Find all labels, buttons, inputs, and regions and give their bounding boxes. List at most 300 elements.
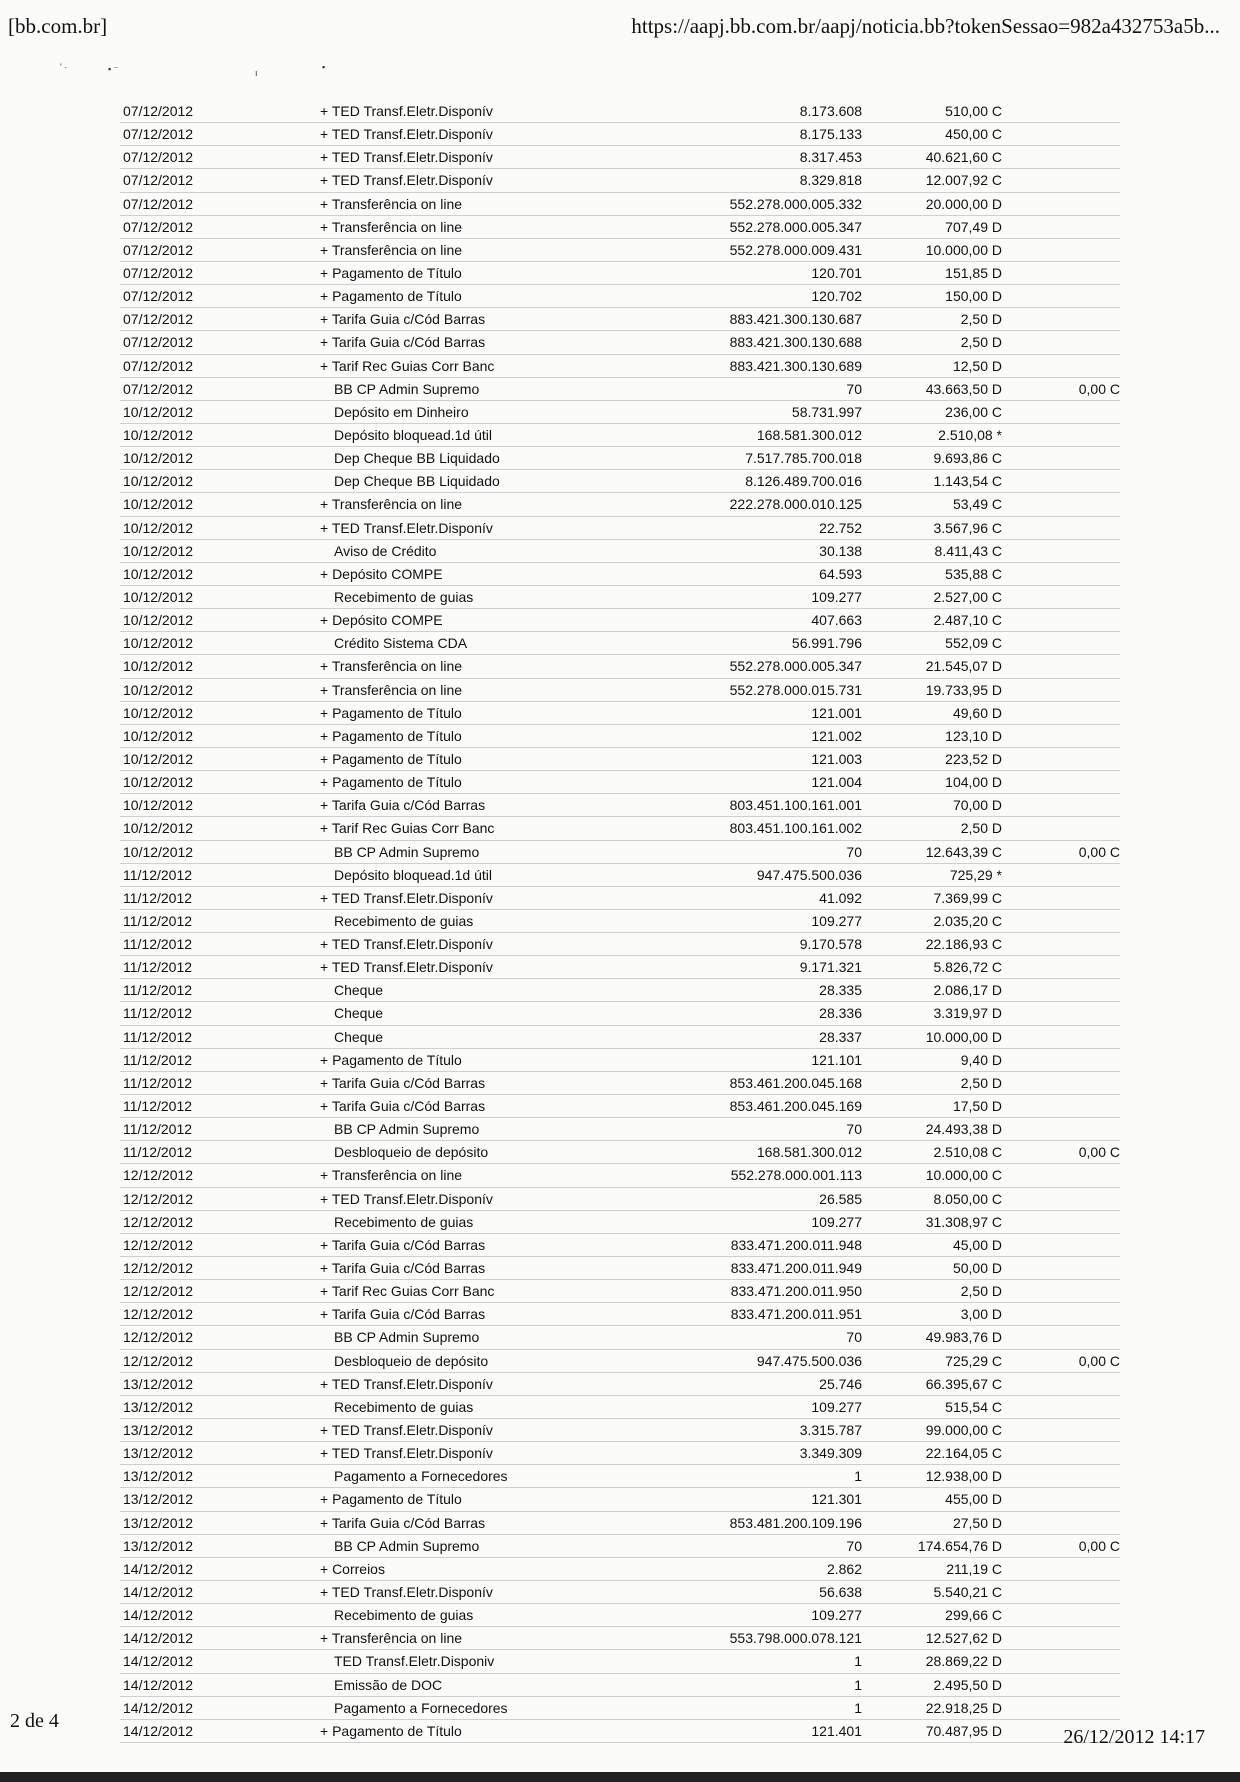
row-value: 2,50 D <box>960 1074 1002 1091</box>
row-description: + Pagamento de Título <box>320 1491 462 1508</box>
statement-row <box>120 540 1120 563</box>
row-date: 07/12/2012 <box>123 288 194 305</box>
statement-row <box>120 1558 1120 1581</box>
statement-row <box>120 632 1120 655</box>
statement-row <box>120 956 1120 979</box>
row-document: 8.175.133 <box>799 126 862 143</box>
statement-row <box>120 1697 1120 1720</box>
row-date: 12/12/2012 <box>123 1283 194 1300</box>
row-description: + Transferência on line <box>320 681 463 698</box>
statement-row <box>120 563 1120 586</box>
row-value: 707,49 D <box>945 218 1002 235</box>
row-description: TED Transf.Eletr.Disponiv <box>334 1653 495 1670</box>
row-value: 3,00 D <box>960 1306 1002 1323</box>
row-value: 27,50 D <box>952 1514 1002 1531</box>
row-description: + Pagamento de Título <box>320 1051 462 1068</box>
row-document: 121.301 <box>811 1491 862 1508</box>
statement-row <box>120 841 1120 864</box>
row-date: 11/12/2012 <box>123 1144 193 1161</box>
row-document: 120.702 <box>811 288 862 305</box>
statement-row <box>120 1095 1120 1118</box>
row-document: 833.471.200.011.950 <box>730 1283 862 1300</box>
row-document: 833.471.200.011.949 <box>730 1260 862 1277</box>
row-value: 40.621,60 C <box>925 149 1002 166</box>
row-date: 07/12/2012 <box>123 334 194 351</box>
row-date: 10/12/2012 <box>123 496 194 513</box>
row-document: 109.277 <box>811 1398 862 1415</box>
row-document: 552.278.000.005.332 <box>729 195 862 212</box>
row-description: + TED Transf.Eletr.Disponív <box>320 1422 493 1439</box>
statement-row <box>120 493 1120 516</box>
row-document: 407.663 <box>811 612 862 629</box>
row-value: 2,50 D <box>960 334 1002 351</box>
statement-row <box>120 1627 1120 1650</box>
row-description: + Transferência on line <box>320 496 463 513</box>
row-value: 510,00 C <box>945 103 1002 119</box>
row-document: 56.991.796 <box>791 635 862 652</box>
row-document: 109.277 <box>811 1607 862 1624</box>
row-date: 11/12/2012 <box>123 912 193 929</box>
row-value: 43.663,50 D <box>925 380 1002 397</box>
row-date: 10/12/2012 <box>123 612 194 629</box>
row-value: 5.540,21 C <box>933 1584 1002 1600</box>
row-description: + Tarifa Guia c/Cód Barras <box>320 1306 486 1323</box>
row-date: 11/12/2012 <box>123 1005 193 1022</box>
row-date: 11/12/2012 <box>123 1121 193 1138</box>
row-description: + Tarif Rec Guias Corr Banc <box>320 820 495 837</box>
row-document: 70 <box>846 1121 862 1138</box>
row-document: 8.173.608 <box>799 103 862 119</box>
statement-row <box>120 146 1120 169</box>
row-date: 07/12/2012 <box>123 264 194 281</box>
row-value: 150,00 D <box>945 288 1002 305</box>
row-description: + Tarif Rec Guias Corr Banc <box>320 357 495 374</box>
statement-row <box>120 308 1120 331</box>
row-document: 121.003 <box>811 750 862 767</box>
statement-row <box>120 933 1120 956</box>
statement-row <box>120 655 1120 678</box>
row-date: 14/12/2012 <box>123 1584 194 1600</box>
row-balance: 0,00 C <box>1078 1352 1120 1369</box>
row-description: + Pagamento de Título <box>320 264 462 281</box>
row-date: 10/12/2012 <box>123 797 194 814</box>
row-document: 853.481.200.109.196 <box>729 1514 862 1531</box>
row-description: BB CP Admin Supremo <box>334 1121 480 1138</box>
row-description: Pagamento a Fornecedores <box>334 1699 508 1716</box>
row-document: 41.092 <box>819 889 862 906</box>
row-date: 10/12/2012 <box>123 403 194 420</box>
row-value: 10.000,00 D <box>925 1028 1002 1045</box>
row-value: 9,40 D <box>960 1051 1002 1068</box>
row-document: 803.451.100.161.001 <box>729 797 862 814</box>
row-value: 455,00 D <box>945 1491 1002 1508</box>
row-document: 64.593 <box>819 565 862 582</box>
row-date: 07/12/2012 <box>123 103 194 119</box>
row-date: 11/12/2012 <box>123 982 193 999</box>
statement-row <box>120 1002 1120 1025</box>
row-description: + TED Transf.Eletr.Disponív <box>320 959 493 976</box>
row-date: 12/12/2012 <box>123 1190 194 1207</box>
row-date: 11/12/2012 <box>123 866 193 883</box>
statement-row <box>120 771 1120 794</box>
statement-row <box>120 1280 1120 1303</box>
row-value: 50,00 D <box>952 1260 1002 1277</box>
row-document: 26.585 <box>819 1190 862 1207</box>
row-document: 8.126.489.700.016 <box>745 473 862 490</box>
row-document: 56.638 <box>819 1584 862 1600</box>
row-description: + Transferência on line <box>320 218 463 235</box>
row-description: Recebimento de guias <box>334 588 474 605</box>
row-description: Dep Cheque BB Liquidado <box>334 450 500 467</box>
row-description: + TED Transf.Eletr.Disponív <box>320 1584 493 1600</box>
row-date: 11/12/2012 <box>123 1028 193 1045</box>
row-document: 70 <box>846 1537 862 1554</box>
row-value: 104,00 D <box>945 774 1002 791</box>
statement-row <box>120 100 1120 123</box>
row-document: 833.471.200.011.951 <box>730 1306 862 1323</box>
row-document: 552.278.000.009.431 <box>729 241 862 258</box>
row-value: 223,52 D <box>945 750 1002 767</box>
row-value: 123,10 D <box>945 727 1002 744</box>
statement-row <box>120 123 1120 146</box>
row-description: Cheque <box>334 1005 384 1022</box>
row-description: Cheque <box>334 982 384 999</box>
row-description: Recebimento de guias <box>334 1213 474 1230</box>
statement-row <box>120 1211 1120 1234</box>
row-description: + TED Transf.Eletr.Disponív <box>320 1190 493 1207</box>
statement-row <box>120 817 1120 840</box>
statement-row <box>120 887 1120 910</box>
row-value: 12.527,62 D <box>925 1630 1002 1647</box>
statement-row <box>120 1604 1120 1627</box>
row-date: 07/12/2012 <box>123 380 194 397</box>
row-date: 13/12/2012 <box>123 1514 194 1531</box>
row-value: 31.308,97 C <box>925 1213 1002 1230</box>
row-balance: 0,00 C <box>1078 1537 1120 1554</box>
row-date: 12/12/2012 <box>123 1329 194 1346</box>
row-value: 1.143,54 C <box>933 473 1002 490</box>
row-description: + TED Transf.Eletr.Disponív <box>320 126 493 143</box>
statement-row <box>120 702 1120 725</box>
row-value: 2.035,20 C <box>933 912 1002 929</box>
row-description: BB CP Admin Supremo <box>334 380 480 397</box>
row-description: + Depósito COMPE <box>320 565 443 582</box>
row-date: 13/12/2012 <box>123 1375 194 1392</box>
row-document: 883.421.300.130.688 <box>729 334 862 351</box>
statement-row <box>120 979 1120 1002</box>
row-value: 236,00 C <box>945 403 1002 420</box>
site-label: [bb.com.br] <box>8 14 108 38</box>
row-description: Recebimento de guias <box>334 1607 474 1624</box>
row-description: Pagamento a Fornecedores <box>334 1468 508 1485</box>
row-document: 947.475.500.036 <box>756 866 862 883</box>
row-document: 853.461.200.045.168 <box>729 1074 862 1091</box>
row-document: 120.701 <box>811 264 862 281</box>
row-value: 151,85 D <box>945 264 1002 281</box>
statement-row <box>120 1373 1120 1396</box>
statement-row <box>120 1257 1120 1280</box>
row-value: 515,54 C <box>945 1398 1002 1415</box>
row-document: 121.401 <box>811 1722 862 1739</box>
row-date: 10/12/2012 <box>123 635 194 652</box>
row-document: 30.138 <box>819 542 862 559</box>
row-value: 22.918,25 D <box>925 1699 1002 1716</box>
statement-row <box>120 262 1120 285</box>
row-value: 2,50 D <box>960 1283 1002 1300</box>
row-description: BB CP Admin Supremo <box>334 843 480 860</box>
row-date: 13/12/2012 <box>123 1398 194 1415</box>
row-description: Depósito em Dinheiro <box>334 403 469 420</box>
row-document: 28.335 <box>819 982 862 999</box>
row-date: 14/12/2012 <box>123 1560 194 1577</box>
row-value: 21.545,07 D <box>925 658 1002 675</box>
row-document: 70 <box>846 380 862 397</box>
row-value: 12.643,39 C <box>925 843 1002 860</box>
row-document: 552.278.000.015.731 <box>729 681 862 698</box>
statement-row <box>120 216 1120 239</box>
row-date: 10/12/2012 <box>123 727 194 744</box>
row-date: 12/12/2012 <box>123 1352 194 1369</box>
row-document: 1 <box>854 1468 862 1485</box>
row-document: 9.170.578 <box>799 936 862 953</box>
row-description: BB CP Admin Supremo <box>334 1537 480 1554</box>
row-description: + TED Transf.Eletr.Disponív <box>320 1375 493 1392</box>
row-description: + TED Transf.Eletr.Disponív <box>320 519 493 536</box>
row-document: 552.278.000.001.113 <box>730 1167 862 1184</box>
row-date: 07/12/2012 <box>123 126 194 143</box>
row-date: 10/12/2012 <box>123 519 194 536</box>
statement-row <box>120 470 1120 493</box>
statement-row <box>120 679 1120 702</box>
row-document: 58.731.997 <box>791 403 862 420</box>
statement-row <box>120 401 1120 424</box>
row-description: + Pagamento de Título <box>320 750 462 767</box>
row-description: + Tarifa Guia c/Cód Barras <box>320 334 486 351</box>
statement-row <box>120 193 1120 216</box>
statement-row <box>120 355 1120 378</box>
row-date: 12/12/2012 <box>123 1260 194 1277</box>
row-date: 13/12/2012 <box>123 1537 194 1554</box>
row-value: 22.164,05 C <box>925 1445 1002 1462</box>
row-date: 11/12/2012 <box>123 1051 193 1068</box>
page-url: https://aapj.bb.com.br/aapj/noticia.bb?tokenSessao=982a432753a5b... <box>631 14 1220 38</box>
row-document: 2.862 <box>826 1560 862 1577</box>
row-value: 49,60 D <box>952 704 1002 721</box>
row-value: 8.411,43 C <box>934 542 1002 559</box>
statement-row <box>120 586 1120 609</box>
row-description: + Pagamento de Título <box>320 288 462 305</box>
row-value: 2.527,00 C <box>933 588 1002 605</box>
row-description: Desbloqueio de depósito <box>334 1352 489 1369</box>
row-balance: 0,00 C <box>1078 843 1120 860</box>
statement-row <box>120 1488 1120 1511</box>
row-description: + TED Transf.Eletr.Disponív <box>320 889 493 906</box>
row-value: 552,09 C <box>945 635 1002 652</box>
row-document: 25.746 <box>819 1375 862 1392</box>
row-description: Aviso de Crédito <box>334 542 437 559</box>
statement-row <box>120 1188 1120 1211</box>
row-value: 2.510,08 C <box>933 1144 1002 1161</box>
statement-row <box>120 1234 1120 1257</box>
row-description: + Pagamento de Título <box>320 727 462 744</box>
row-document: 121.004 <box>811 774 862 791</box>
row-description: + TED Transf.Eletr.Disponív <box>320 149 493 166</box>
row-date: 11/12/2012 <box>123 889 193 906</box>
row-document: 109.277 <box>811 912 862 929</box>
row-document: 22.752 <box>819 519 862 536</box>
statement-row <box>120 1026 1120 1049</box>
row-description: Recebimento de guias <box>334 1398 474 1415</box>
statement-row <box>120 331 1120 354</box>
row-balance: 0,00 C <box>1078 1144 1120 1161</box>
row-value: 66.395,67 C <box>925 1375 1002 1392</box>
row-document: 3.315.787 <box>799 1422 862 1439</box>
row-value: 45,00 D <box>952 1236 1002 1253</box>
row-date: 14/12/2012 <box>123 1607 194 1624</box>
row-date: 14/12/2012 <box>123 1722 194 1739</box>
row-document: 8.329.818 <box>799 172 862 189</box>
row-value: 7.369,99 C <box>933 889 1002 906</box>
row-value: 70,00 D <box>952 797 1002 814</box>
row-document: 70 <box>846 1329 862 1346</box>
row-document: 109.277 <box>811 1213 862 1230</box>
statement-row <box>120 910 1120 933</box>
row-description: + Transferência on line <box>320 241 463 258</box>
row-description: + Tarifa Guia c/Cód Barras <box>320 1236 486 1253</box>
row-document: 28.337 <box>819 1028 862 1045</box>
row-date: 10/12/2012 <box>123 820 194 837</box>
row-value: 99.000,00 C <box>925 1422 1002 1439</box>
statement-row <box>120 447 1120 470</box>
row-value: 12,50 D <box>952 357 1002 374</box>
row-description: + Tarifa Guia c/Cód Barras <box>320 797 486 814</box>
row-date: 10/12/2012 <box>123 426 194 443</box>
statement-row <box>120 517 1120 540</box>
statement-row <box>120 1535 1120 1558</box>
row-value: 450,00 C <box>945 126 1002 143</box>
row-value: 3.567,96 C <box>933 519 1002 536</box>
row-document: 121.002 <box>811 727 862 744</box>
statement-table <box>120 100 1120 1743</box>
row-description: + Transferência on line <box>320 195 463 212</box>
statement-row <box>120 424 1120 447</box>
statement-row <box>120 239 1120 262</box>
row-document: 109.277 <box>811 588 862 605</box>
row-description: Cheque <box>334 1028 384 1045</box>
statement-row <box>120 285 1120 308</box>
row-document: 553.798.000.078.121 <box>729 1630 862 1647</box>
row-description: + TED Transf.Eletr.Disponív <box>320 172 493 189</box>
statement-row <box>120 609 1120 632</box>
statement-row <box>120 1350 1120 1373</box>
row-value: 2.510,08 * <box>938 426 1002 443</box>
row-document: 883.421.300.130.687 <box>729 311 862 328</box>
row-value: 20.000,00 D <box>925 195 1002 212</box>
statement-row <box>120 1442 1120 1465</box>
row-date: 11/12/2012 <box>123 1074 193 1091</box>
row-description: Emissão de DOC <box>334 1676 443 1693</box>
row-date: 10/12/2012 <box>123 588 194 605</box>
row-value: 174.654,76 D <box>917 1537 1002 1554</box>
row-date: 10/12/2012 <box>123 704 194 721</box>
row-description: BB CP Admin Supremo <box>334 1329 480 1346</box>
row-document: 833.471.200.011.948 <box>730 1236 862 1253</box>
row-date: 14/12/2012 <box>123 1676 194 1693</box>
row-date: 10/12/2012 <box>123 843 194 860</box>
row-description: + Transferência on line <box>320 658 463 675</box>
row-value: 725,29 * <box>949 866 1002 883</box>
row-document: 121.001 <box>811 704 862 721</box>
statement-row <box>120 1072 1120 1095</box>
row-document: 1 <box>854 1676 862 1693</box>
row-value: 19.733,95 D <box>925 681 1002 698</box>
row-description: + Depósito COMPE <box>320 612 443 629</box>
row-document: 168.581.300.012 <box>756 426 862 443</box>
row-date: 07/12/2012 <box>123 195 194 212</box>
row-value: 725,29 C <box>945 1352 1002 1369</box>
row-date: 14/12/2012 <box>123 1653 194 1670</box>
row-date: 12/12/2012 <box>123 1306 194 1323</box>
row-date: 07/12/2012 <box>123 241 194 258</box>
row-date: 13/12/2012 <box>123 1468 194 1485</box>
row-description: + TED Transf.Eletr.Disponív <box>320 1445 493 1462</box>
row-date: 10/12/2012 <box>123 681 194 698</box>
statement-row <box>120 1581 1120 1604</box>
row-value: 53,49 C <box>952 496 1002 513</box>
row-document: 803.451.100.161.002 <box>729 820 862 837</box>
statement-row <box>120 169 1120 192</box>
row-description: Desbloqueio de depósito <box>334 1144 489 1161</box>
row-value: 2.487,10 C <box>933 612 1002 629</box>
row-document: 853.461.200.045.169 <box>729 1098 862 1115</box>
row-value: 8.050,00 C <box>933 1190 1002 1207</box>
row-value: 28.869,22 D <box>925 1653 1002 1670</box>
statement-row <box>120 864 1120 887</box>
row-value: 2.495,50 D <box>933 1676 1002 1693</box>
row-date: 13/12/2012 <box>123 1491 194 1508</box>
statement-row <box>120 1049 1120 1072</box>
row-date: 10/12/2012 <box>123 542 194 559</box>
row-value: 10.000,00 D <box>925 241 1002 258</box>
row-document: 883.421.300.130.689 <box>729 357 862 374</box>
row-date: 07/12/2012 <box>123 149 194 166</box>
row-description: Crédito Sistema CDA <box>334 635 468 652</box>
row-document: 1 <box>854 1653 862 1670</box>
row-date: 13/12/2012 <box>123 1445 194 1462</box>
row-description: Recebimento de guias <box>334 912 474 929</box>
row-description: + Tarifa Guia c/Cód Barras <box>320 1514 486 1531</box>
statement-row <box>120 1164 1120 1187</box>
row-date: 12/12/2012 <box>123 1213 194 1230</box>
statement-row <box>120 378 1120 401</box>
row-description: + Transferência on line <box>320 1167 463 1184</box>
row-value: 5.826,72 C <box>933 959 1002 976</box>
row-description: + Pagamento de Título <box>320 774 462 791</box>
row-value: 211,19 C <box>946 1560 1002 1577</box>
row-description: Depósito bloquead.1d útil <box>334 866 493 883</box>
row-date: 14/12/2012 <box>123 1699 194 1716</box>
row-document: 70 <box>846 843 862 860</box>
row-value: 535,88 C <box>945 565 1002 582</box>
scan-artifacts: ' · ▪ ⁻ ı ▪ <box>60 62 326 78</box>
row-date: 13/12/2012 <box>123 1422 194 1439</box>
statement-row <box>120 1512 1120 1535</box>
row-description: + Pagamento de Título <box>320 704 462 721</box>
row-description: + Tarifa Guia c/Cód Barras <box>320 1098 486 1115</box>
row-date: 10/12/2012 <box>123 565 194 582</box>
row-description: + Pagamento de Título <box>320 1722 462 1739</box>
statement-row <box>120 1419 1120 1442</box>
